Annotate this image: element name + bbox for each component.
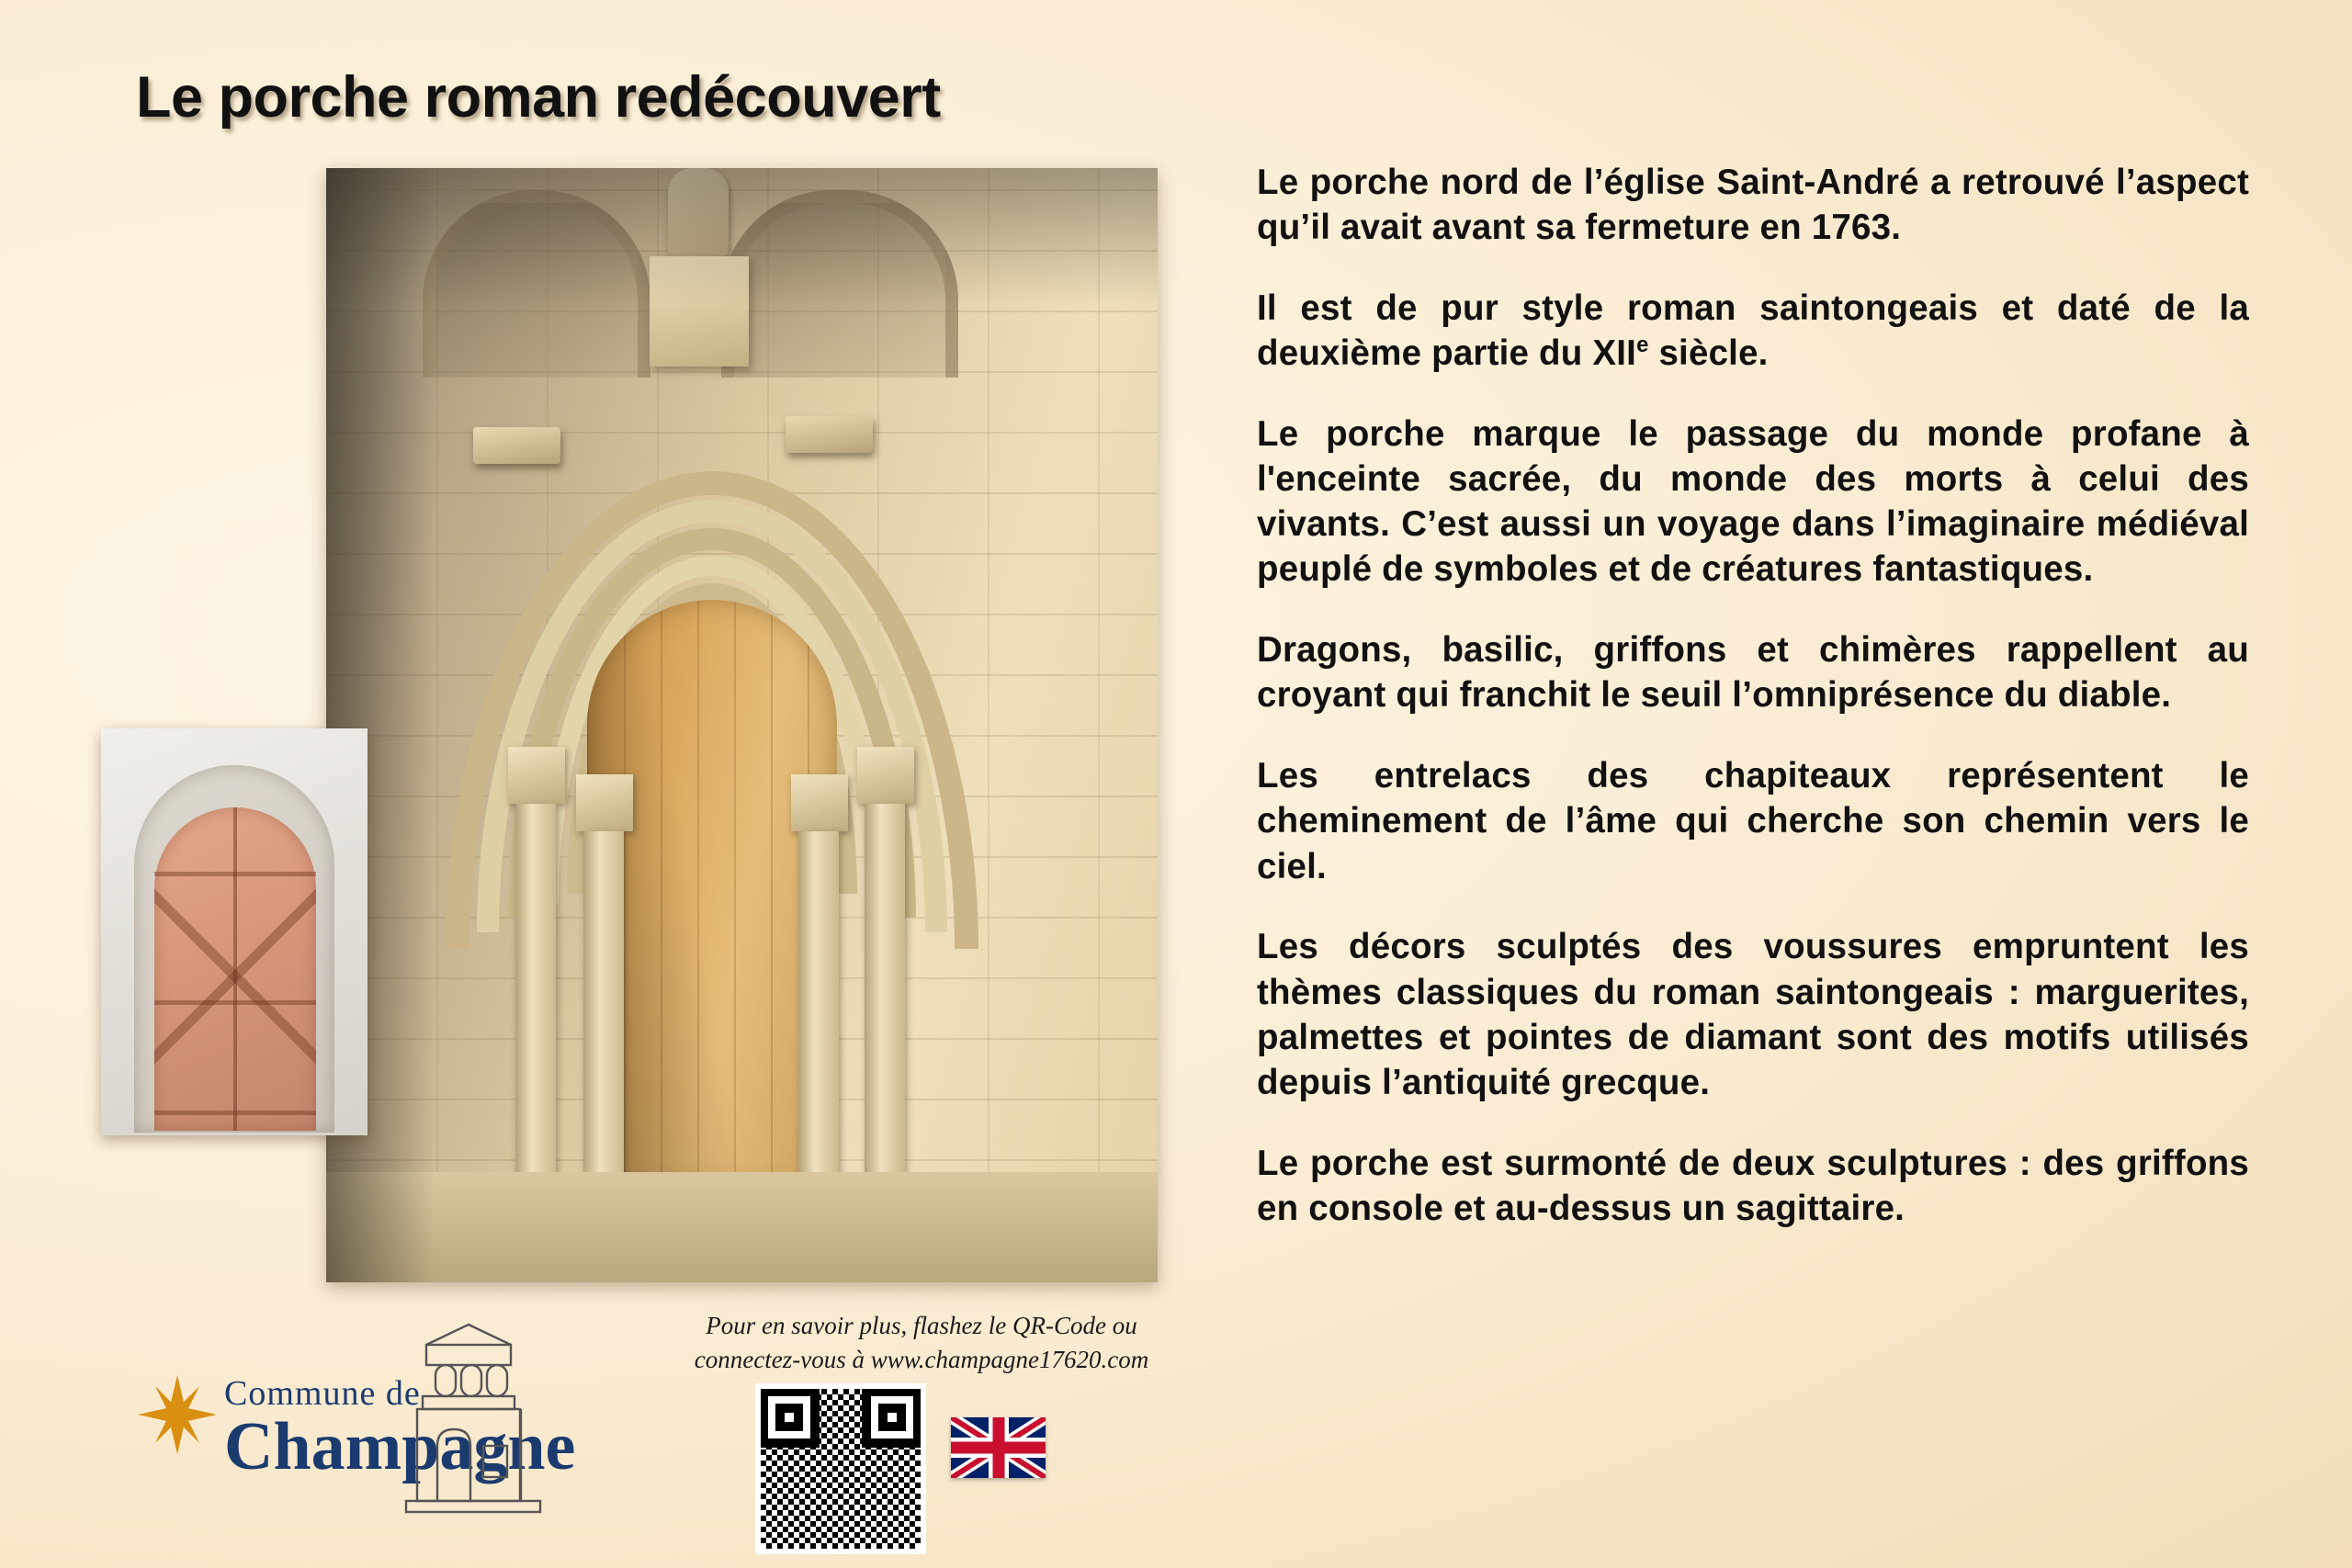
capital-left-outer — [508, 747, 565, 804]
qr-code[interactable] — [755, 1383, 926, 1554]
main-photo — [326, 168, 1158, 1282]
photo-shadow-top — [326, 168, 1158, 306]
paragraph-3: Le porche marque le passage du monde profane à l'enceinte sacrée, du monde des morts à celui des vivants. C’est aussi un voyage dans l’imaginaire médiéval peuplé de symboles et de créatures fantastiques. — [1257, 413, 2249, 590]
paragraph-2-after: siècle. — [1648, 333, 1769, 373]
page-title: Le porche roman redécouvert — [136, 65, 941, 130]
commune-logo-line2: Champagne — [224, 1409, 576, 1484]
paragraph-4: Dragons, basilic, griffons et chimères rappellent au croyant qui franchit le seuil l’omniprésence du diable. — [1257, 630, 2249, 716]
paragraph-6: Les décors sculptés des voussures empruntent les thèmes classiques du roman saintongeais : marguerites, palmettes et pointes de diamant sont des motifs utilisés depuis l’antiquité grecque. — [1257, 927, 2249, 1103]
inset-door-rail-top — [154, 872, 316, 876]
capital-right-inner — [791, 774, 848, 831]
column-left-outer — [515, 804, 556, 1190]
inset-door-rail-mid — [154, 1000, 316, 1005]
inset-photo-before-restoration — [101, 728, 368, 1135]
paragraph-2-before: Il est de pur style roman saintongeais et daté de la deuxième partie du XII — [1257, 288, 2249, 373]
star-icon — [138, 1375, 217, 1454]
capital-right-outer — [857, 747, 914, 804]
flag-cross-red-v — [992, 1417, 1004, 1478]
paragraph-5: Les entrelacs des chapiteaux représentent le cheminement de l’âme qui cherche son chemin vers le ciel. — [1257, 756, 2249, 886]
qr-caption-line1: Pour en savoir plus, flashez le QR-Code ou — [706, 1312, 1137, 1339]
column-right-outer — [865, 804, 905, 1190]
inset-door-rail-bottom — [154, 1111, 316, 1115]
paragraph-2-superscript: e — [1636, 332, 1649, 357]
paragraph-2 — [1257, 286, 2249, 377]
column-right-inner — [798, 831, 839, 1190]
paragraph-1: Le porche nord de l’église Saint-André a retrouvé l’aspect qu’il avait avant sa fermeture en 1763. — [1257, 162, 2249, 247]
article-text-column — [1257, 124, 2249, 1232]
griffon-console-right — [786, 416, 873, 453]
column-left-inner — [583, 831, 624, 1190]
inset-old-door — [154, 807, 316, 1131]
ground-strip — [326, 1172, 1158, 1282]
qr-caption-line2: connectez-vous à www.champagne17620.com — [694, 1346, 1149, 1374]
romanesque-porch — [436, 471, 988, 1282]
paragraph-7: Le porche est surmonté de deux sculptures : des griffons en console et au-dessus un sagittaire. — [1257, 1144, 2249, 1229]
commune-logo-line1: Commune de — [224, 1374, 421, 1413]
inset-door-mullion — [233, 807, 237, 1131]
capital-left-inner — [576, 774, 633, 831]
griffon-console-left — [473, 427, 560, 464]
qr-caption — [660, 1309, 1183, 1378]
united-kingdom-flag-icon[interactable] — [951, 1417, 1046, 1478]
church-icon — [395, 1308, 551, 1519]
